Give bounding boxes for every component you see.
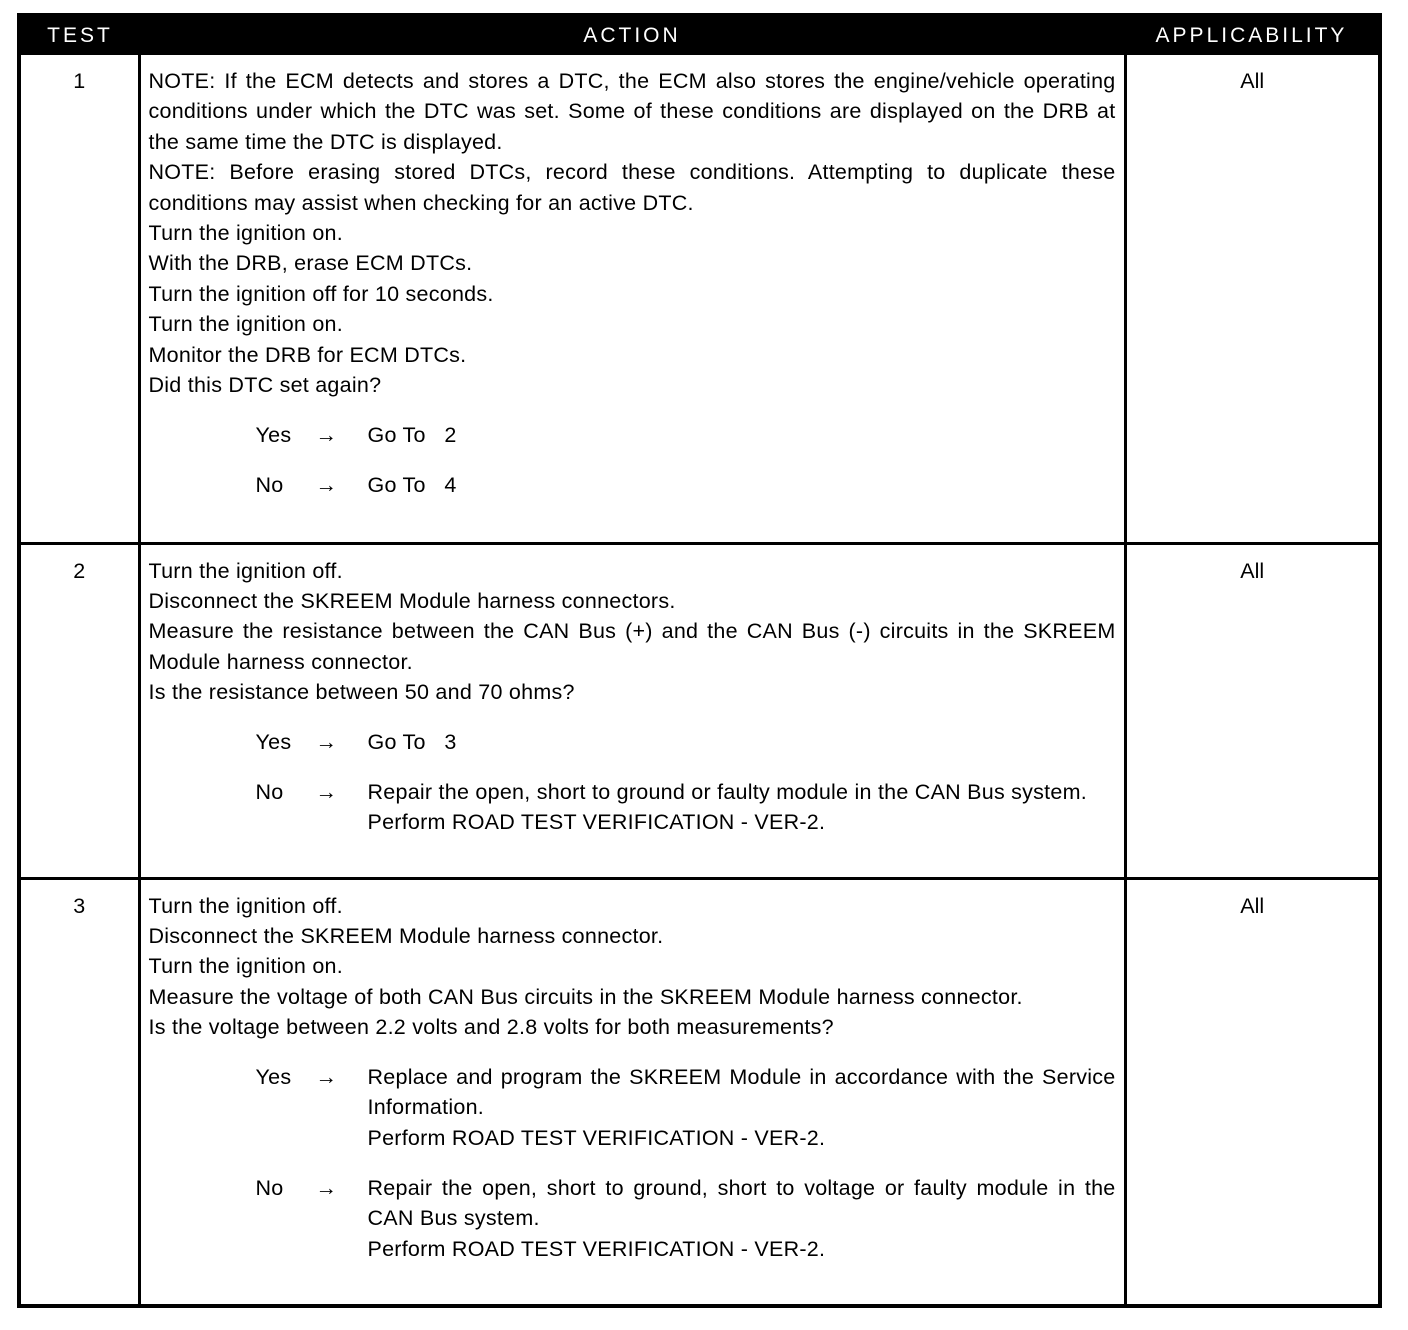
step-text: Turn the ignition off. xyxy=(148,893,343,918)
no-result-text: Repair the open, short to ground, short to voltage or faulty module in the CAN Bus system. xyxy=(367,1175,1116,1231)
step-text: Turn the ignition off for 10 seconds. xyxy=(148,281,494,306)
arrow-right-icon: → xyxy=(315,472,338,497)
header-action: ACTION xyxy=(583,24,681,47)
test-number: 1 xyxy=(19,55,139,543)
yes-label: Yes xyxy=(255,422,292,447)
no-result-text: Perform ROAD TEST VERIFICATION - VER-2. xyxy=(367,810,826,835)
table-row xyxy=(19,878,1380,1306)
arrow-right-icon: → xyxy=(315,779,338,804)
no-label: No xyxy=(255,779,284,804)
header-test: TEST xyxy=(47,24,113,47)
no-result-text: Repair the open, short to ground or faulty module in the CAN Bus system. xyxy=(367,779,1088,804)
no-label: No xyxy=(255,472,284,497)
yes-outcome xyxy=(149,420,1116,450)
yes-label: Yes xyxy=(255,1065,292,1090)
table-row xyxy=(19,543,1380,878)
arrow-right-icon: → xyxy=(315,422,338,447)
diagnostic-test-table xyxy=(17,13,1382,1308)
yes-result: Go To 2 xyxy=(367,422,457,447)
no-result xyxy=(368,1173,1116,1264)
yes-label: Yes xyxy=(255,730,292,755)
step-text: With the DRB, erase ECM DTCs. xyxy=(148,251,473,276)
note-text: NOTE: If the ECM detects and stores a DTC, the ECM also stores the engine/vehicle operating conditions under which the DTC was set. Some of these conditions are displayed on the DRB at the same time the DTC is displayed. xyxy=(148,69,1116,154)
yes-outcome xyxy=(149,727,1116,757)
yes-outcome xyxy=(149,1062,1116,1153)
note-text: NOTE: Before erasing stored DTCs, record these conditions. Attempting to duplicate these conditions may assist when checking for an active DTC. xyxy=(148,160,1116,215)
applicability-value: All xyxy=(1125,878,1380,1306)
table-header-row xyxy=(19,15,1380,55)
action-cell xyxy=(139,55,1125,543)
step-text: Turn the ignition on. xyxy=(148,221,343,246)
question-text: Is the resistance between 50 and 70 ohms? xyxy=(148,680,575,705)
step-text: Turn the ignition on. xyxy=(148,954,343,979)
action-cell xyxy=(139,543,1125,878)
no-outcome xyxy=(149,470,1116,500)
test-number: 3 xyxy=(19,878,139,1306)
arrow-right-icon: → xyxy=(315,730,338,755)
no-result xyxy=(368,777,1116,838)
question-text: Did this DTC set again? xyxy=(148,373,382,398)
yes-result-text: Replace and program the SKREEM Module in accordance with the Service Information. xyxy=(367,1065,1116,1120)
no-result: Go To 4 xyxy=(367,472,457,497)
step-text: Turn the ignition on. xyxy=(148,312,343,337)
table-row xyxy=(19,55,1380,543)
header-applicability: APPLICABILITY xyxy=(1155,24,1348,47)
yes-result xyxy=(368,1062,1116,1153)
no-label: No xyxy=(255,1175,284,1200)
question-text: Is the voltage between 2.2 volts and 2.8 volts for both measurements? xyxy=(148,1015,834,1040)
no-outcome xyxy=(149,777,1116,838)
step-text: Measure the resistance between the CAN Bus (+) and the CAN Bus (-) circuits in the SKREEM Module harness connector. xyxy=(148,619,1116,674)
no-result-text: Perform ROAD TEST VERIFICATION - VER-2. xyxy=(367,1236,826,1261)
no-outcome xyxy=(149,1173,1116,1264)
step-text: Turn the ignition off. xyxy=(148,558,343,583)
yes-result: Go To 3 xyxy=(367,730,457,755)
step-text: Measure the voltage of both CAN Bus circuits in the SKREEM Module harness connector. xyxy=(148,984,1023,1009)
step-text: Disconnect the SKREEM Module harness connectors. xyxy=(148,588,676,613)
step-text: Monitor the DRB for ECM DTCs. xyxy=(148,342,467,367)
arrow-right-icon: → xyxy=(315,1175,338,1200)
test-number: 2 xyxy=(19,543,139,878)
yes-result-text: Perform ROAD TEST VERIFICATION - VER-2. xyxy=(367,1125,826,1150)
applicability-value: All xyxy=(1125,55,1380,543)
applicability-value: All xyxy=(1125,543,1380,878)
step-text: Disconnect the SKREEM Module harness connector. xyxy=(148,923,664,948)
action-cell xyxy=(139,878,1125,1306)
arrow-right-icon: → xyxy=(315,1065,338,1090)
